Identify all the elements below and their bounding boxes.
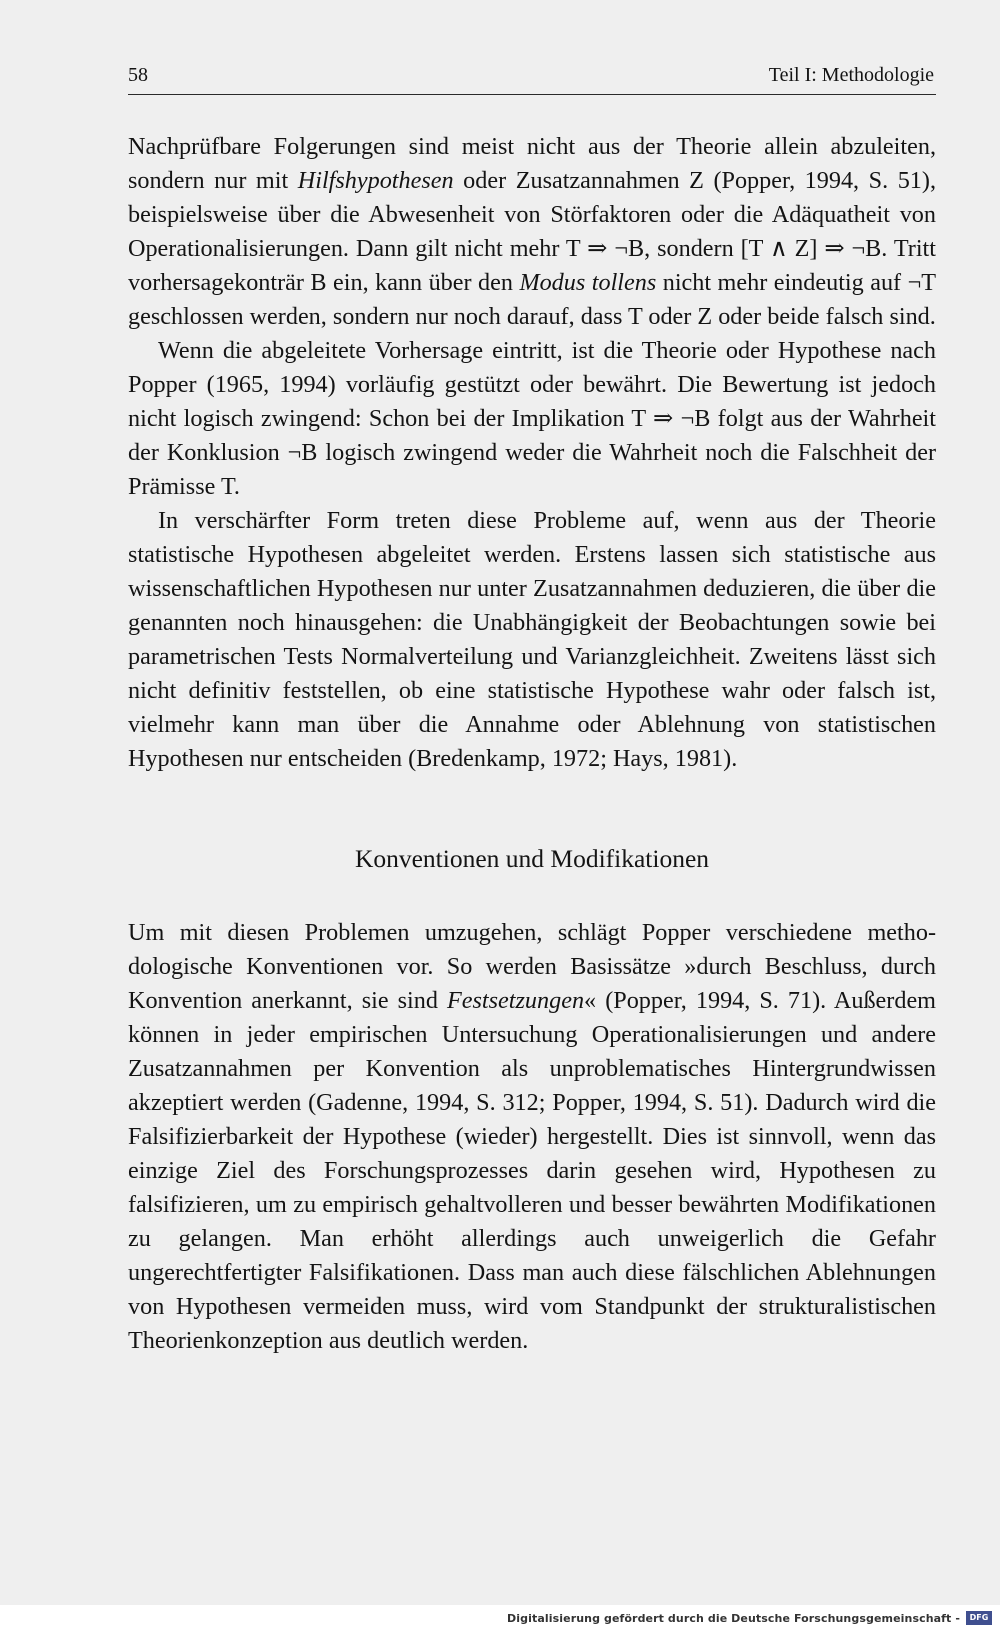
running-section-title: Teil I: Methodologie	[768, 64, 934, 86]
text-run: Um mit diesen Problemen umzugehen, schlägt Popper verschiedene methodologische Konventionen vor. So werden Basissätze »durch Beschluss, durch Konvention anerkannt, sie sind	[128, 919, 936, 1014]
text-run: In verschärfter Form treten diese Probleme auf, wenn aus der Theorie statistische Hypothesen abgeleitet werden. Erstens lassen sich statistische aus wissenschaftlichen Hypothesen nur unter Zusatzannahmen deduzieren, die über die genannten noch hinausgehen: die Unabhängigkeit der Beobachtungen sowie bei parametrischen Tests Normalverteilung und Varianzgleichheit. Zweitens lässt sich nicht definitiv feststellen, ob eine statistische Hypothese wahr oder falsch ist, vielmehr kann man über die Annahme oder Ablehnung von statistischen Hypothesen nur entscheiden (Bredenkamp, 1972; Hays, 1981).	[128, 507, 936, 772]
digitization-footer	[0, 1605, 1000, 1633]
text-run: nicht mehr eindeutig auf ¬T geschlossen werden, sondern nur noch darauf, dass T oder Z oder beide falsch sind.	[128, 269, 936, 330]
text-run: oder Zusatzannahmen Z (Popper, 1994, S. 51), beispielsweise über die Abwesenheit von Störfaktoren oder die Adäquatheit von Operationalisierungen. Dann gilt nicht mehr T ⇒ ¬B, sondern [T ∧ Z] ⇒ ¬B. Tritt vorhersagekonträr B ein, kann über den	[128, 167, 936, 296]
italic-term-hilfshypothesen: Hilfshypothesen	[297, 167, 454, 194]
body-text	[128, 130, 936, 1358]
text-run: « (Popper, 1994, S. 71). Außerdem können in jeder empirischen Untersuchung Operationalisierungen und andere Zusatzannahmen per Konvention als unproblematisches Hintergrundwissen akzeptiert werden (Gadenne, 1994, S. 312; Popper, 1994, S. 51). Dadurch wird die Falsifizierbarkeit der Hypothese (wieder) hergestellt. Dies ist sinnvoll, wenn das einzige Ziel des Forschungsprozesses darin gesehen wird, Hypothesen zu falsifizieren, um zu empirisch gehaltvolleren und besser bewährten Modifikationen zu gelangen. Man erhöht allerdings auch unweigerlich die Gefahr ungerechtfertigter Falsifikationen. Dass man auch diese fälschlichen Ablehnungen von Hypothesen vermeiden muss, wird vom Standpunkt der strukturalistischen Theorienkonzeption aus deutlich werden.	[128, 987, 936, 1354]
text-run: Nachprüfbare Folgerungen sind meist nicht aus der Theorie allein abzuleiten, sondern nur mit	[128, 133, 936, 194]
running-head	[128, 60, 936, 95]
paragraph-1	[128, 130, 936, 334]
dfg-logo-icon: DFG	[966, 1611, 992, 1625]
paragraph-3	[128, 504, 936, 776]
italic-term-festsetzungen: Festsetzungen	[447, 987, 585, 1014]
page-number: 58	[128, 64, 148, 86]
section-heading: Konventionen und Modifikationen	[354, 844, 710, 873]
paragraph-2	[128, 334, 936, 504]
italic-term-modus-tollens: Modus tollens	[519, 269, 657, 296]
text-run: Wenn die abgeleitete Vorhersage eintritt, ist die Theorie oder Hypothese nach Popper (1965, 1994) vorläufig gestützt oder bewährt. Die Bewertung ist jedoch nicht logisch zwingend: Schon bei der Implikation T ⇒ ¬B folgt aus der Wahrheit der Konklusion ¬B logisch zwingend weder die Wahrheit noch die Falschheit der Prämisse T.	[128, 337, 936, 500]
digitization-credit: Digitalisierung gefördert durch die Deutsche Forschungsgemeinschaft -	[507, 1612, 960, 1625]
paragraph-4	[128, 916, 936, 1358]
